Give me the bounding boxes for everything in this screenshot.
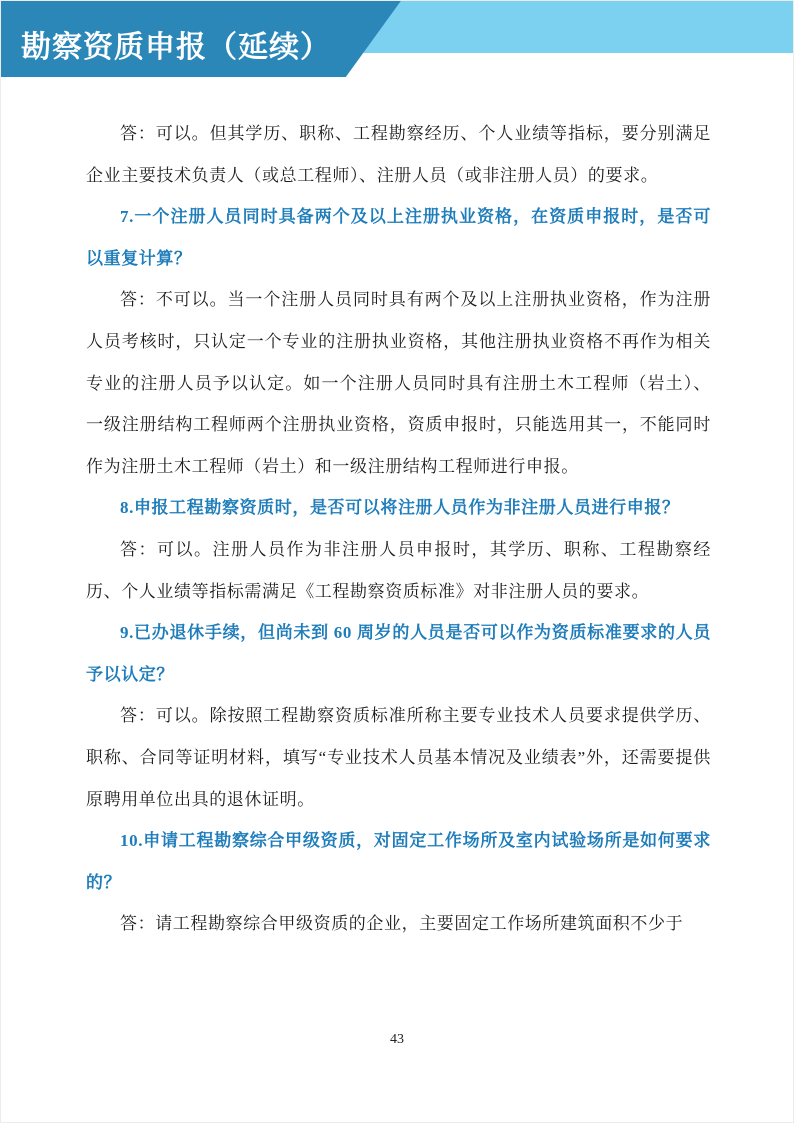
paragraph-answer: 答：可以。注册人员作为非注册人员申报时，其学历、职称、工程勘察经历、个人业绩等指标需满足《工程勘察资质标准》对非注册人员的要求。: [86, 539, 711, 601]
paragraph-answer: 答：不可以。当一个注册人员同时具有两个及以上注册执业资格，作为注册人员考核时，只认定一个专业的注册执业资格，其他注册执业资格不再作为相关专业的注册人员予以认定。如一个注册人员同时具有注册土木工程师（岩土）、一级注册结构工程师两个注册执业资格，资质申报时，只能选用其一，不能同时作为注册土木工程师（岩土）和一级注册结构工程师进行申报。: [86, 290, 711, 476]
page-number: 43: [390, 1032, 404, 1047]
paragraph-answer: 答：可以。除按照工程勘察资质标准所称主要专业技术人员要求提供学历、职称、合同等证明材料，填写“专业技术人员基本情况及业绩表”外，还需要提供原聘用单位出具的退休证明。: [86, 706, 711, 809]
paragraph-answer: 答：请工程勘察综合甲级资质的企业，主要固定工作场所建筑面积不少于: [120, 914, 684, 934]
page-header: [1, 1, 793, 77]
paragraph-answer: 答：可以。但其学历、职称、工程勘察经历、个人业绩等指标，要分别满足企业主要技术负责人（或总工程师）、注册人员（或非注册人员）的要求。: [86, 124, 711, 185]
paragraph-question: 9.已办退休手续，但尚未到 60 周岁的人员是否可以作为资质标准要求的人员予以认定？: [86, 623, 711, 684]
paragraph-question: 8.申报工程勘察资质时，是否可以将注册人员作为非注册人员进行申报？: [120, 498, 680, 518]
paragraph-question: 10.申请工程勘察综合甲级资质，对固定工作场所及室内试验场所是如何要求的？: [86, 831, 711, 892]
document-body: [86, 113, 711, 945]
paragraph-question: 7.一个注册人员同时具备两个及以上注册执业资格，在资质申报时，是否可以重复计算？: [86, 207, 711, 268]
page-title: 勘察资质申报（延续）: [21, 31, 331, 64]
